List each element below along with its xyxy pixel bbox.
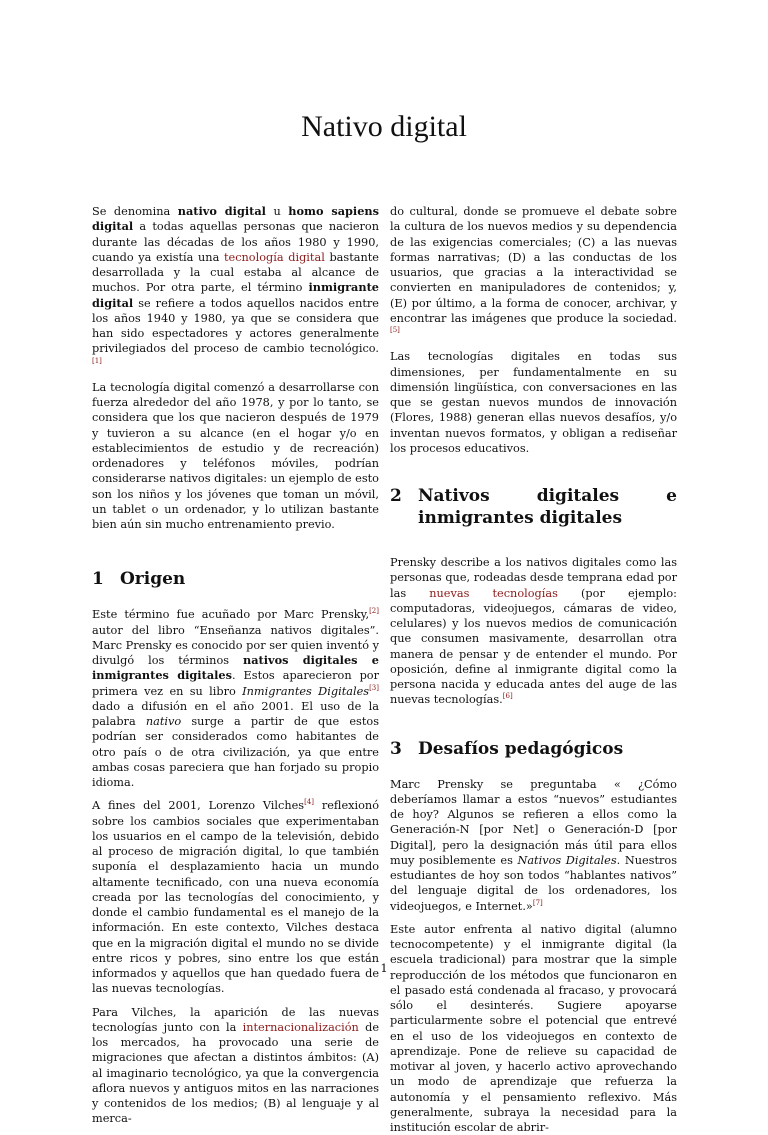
origen-paragraph-2: A fines del 2001, Lorenzo Vilches[4] reflexionó sobre los cambios sociales que experimentaban los usuarios en el campo de la televisión, debido al proceso de migración digital, lo que también suponía el desplazamiento hacia un mundo altamente tecnificado, con una nueva economía creada por las tecnologías del conocimiento, y donde el cambio fundamental es el manejo de la información. En este contexto, Vilches destaca que en la migración digital el mundo no se divide entre ricos y pobres, sino entre los que están informados y aquellos que han quedado fuera de las nuevas tecnologías. xyxy=(92,798,379,996)
origen-paragraph-3: Para Vilches, la aparición de las nuevas tecnologías junto con la internacionalización de los mercados, ha provocado una serie de migraciones que afectan a distintos ámbitos: (A) al imaginario tecnológico, ya que la convergencia aflora nuevos y antiguos mitos en las narraciones y contenidos de los medios; (B) al lenguaje y al merca- xyxy=(92,1005,380,1126)
reference-5-link[interactable]: [5] xyxy=(390,326,400,335)
reference-7-link[interactable]: [7] xyxy=(532,898,543,907)
link-nuevas-tecnologias[interactable]: nuevas tecnologías xyxy=(429,586,558,600)
page-number: 1 xyxy=(380,961,388,975)
desafios-paragraph-2: Este autor enfrenta al nativo digital (alumno tecnocompetente) y el inmigrante digital (la escuela tradicional) para mostrar que la simple reproducción de los métodos que funcionaron en el pasado está condenada al fracaso, y provocará sólo el desinterés. Sugiere apoyarse particularmente sobre el potencial que entrevé en el uso de los videojuegos en contexto de aprendizaje. Pone de relieve su capacidad de motivar al joven, y hacerlo activo aprovechando un modo de aprendizaje que refuerza la autonomía y el pensamiento reflexivo. Más generalmente, subraya la necesidad para la institución escolar de abrir- xyxy=(390,922,677,1134)
intro-paragraph-2: La tecnología digital comenzó a desarrollarse con fuerza alrededor del año 1978, y por lo tanto, se considera que los que nacieron después de 1979 y tuvieron a su alcance (en el hogar y/o en establecimientos de estudio y de recreación) ordenadores y teléfonos móviles, podrían considerarse nativos digitales: un ejemplo de esto son los niños y los jóvenes que toman un móvil, un tablet o un ordenador, y lo utilizan bastante bien aún sin mucho entrenamiento previo. xyxy=(92,380,379,531)
reference-6-link[interactable]: [6] xyxy=(502,692,513,701)
reference-1-link[interactable]: [1] xyxy=(92,356,102,365)
origen-paragraph-5: Las tecnologías digitales en todas sus dimensiones, per fundamentalmente en su dimensión lingüística, con conversaciones en las que se gestan nuevos mundos de innovación (Flores, 1988) generan ellas nuevos desafíos, y/o inventan nuevos formatos, y obligan a rediseñar los procesos educativos. xyxy=(390,350,677,455)
term-nativos-inmigrantes: nativos digitales e inmigrantes digitales xyxy=(92,653,379,683)
section-heading-nativos-inmigrantes: 2 Nativos digitales e inmigrantes digitales xyxy=(390,486,677,528)
intro-paragraph-1: Se denomina nativo digital u homo sapiens digital a todas aquellas personas que nacieron durante las décadas de los años 1980 y 1990, cuando ya existía una tecnología digital bastante desarrollada y la cual estaba al alcance de muchos. Por otra parte, el término inmigrante digital se refiere a todos aquellos nacidos entre los años 1940 y 1980, ya que se considera que han sido espectadores y actores generalmente privilegiados del proceso de cambio tecnológico.[1] xyxy=(92,204,379,365)
right-column xyxy=(390,204,677,1135)
left-column xyxy=(92,204,379,1127)
section-heading-desafios: 3 Desafíos pedagógicos xyxy=(390,738,624,759)
nativos-paragraph-1: Prensky describe a los nativos digitales como las personas que, rodeadas desde temprana edad por las nuevas tecnologías (por ejemplo: computadoras, videojuegos, cámaras de video, celulares) y los nuevos medios de comunicación que consumen masivamente, desarrollan otra manera de pensar y de entender el mundo. Por oposición, define al inmigrante digital como la persona nacida y educada antes del auge de las nuevas tecnologías.[6] xyxy=(390,556,677,707)
term-nativo-digital: nativo digital xyxy=(177,204,266,218)
page-title: Nativo digital xyxy=(301,110,467,143)
origen-paragraph-1: Este término fue acuñado por Marc Prensky,[2] autor del libro “Enseñanza nativos digitales”. Marc Prensky es conocido por ser quien inventó y divulgó los términos nativos digitales e inmigrantes digitales. Estos aparecieron por primera vez en su libro Inmigrantes Digitales[3] dado a difusión en el año 2001. El uso de la palabra nativo surge a partir de que estos podrían ser considerados como habitantes de otro país o de otra civilización, ya que entre ambas cosas pareciera que han forjado su propio idioma. xyxy=(92,607,380,789)
link-tecnologia-digital[interactable]: tecnología digital xyxy=(223,250,325,264)
link-internacionalizacion[interactable]: internacionalización xyxy=(242,1020,359,1034)
desafios-paragraph-1: Marc Prensky se preguntaba « ¿Cómo deberíamos llamar a estos “nuevos” estudiantes de hoy? Algunos se refieren a ellos como la Generación-N [por Net] o Generación-D [por Digital], pero la designación más útil para ellos muy posiblemente es Nativos Digitales. Nuestros estudiantes de hoy son todos “hablantes nativos” del lenguaje digital de los ordenadores, los videojuegos, e Internet.»[7] xyxy=(390,777,677,913)
section-heading-origen: 1 Origen xyxy=(92,569,186,590)
term-homo-sapiens-digital: homo sapiens digital xyxy=(92,204,379,234)
reference-4-link[interactable]: [4] xyxy=(304,798,315,807)
reference-3-link[interactable]: [3] xyxy=(369,683,379,692)
reference-2-link[interactable]: [2] xyxy=(369,607,379,616)
term-inmigrante-digital: inmigrante digital xyxy=(92,280,379,310)
origen-paragraph-4: do cultural, donde se promueve el debate sobre la cultura de los nuevos medios y su dependencia de las exigencias comerciales; (C) a las nuevas formas narrativas; (D) a las conductas de los usuarios, que gracias a la interactividad se convierten en manipuladores de contenidos; y, (E) por último, a la forma de conocer, archivar, y encontrar las imágenes que produce la sociedad.[5] xyxy=(390,205,677,335)
